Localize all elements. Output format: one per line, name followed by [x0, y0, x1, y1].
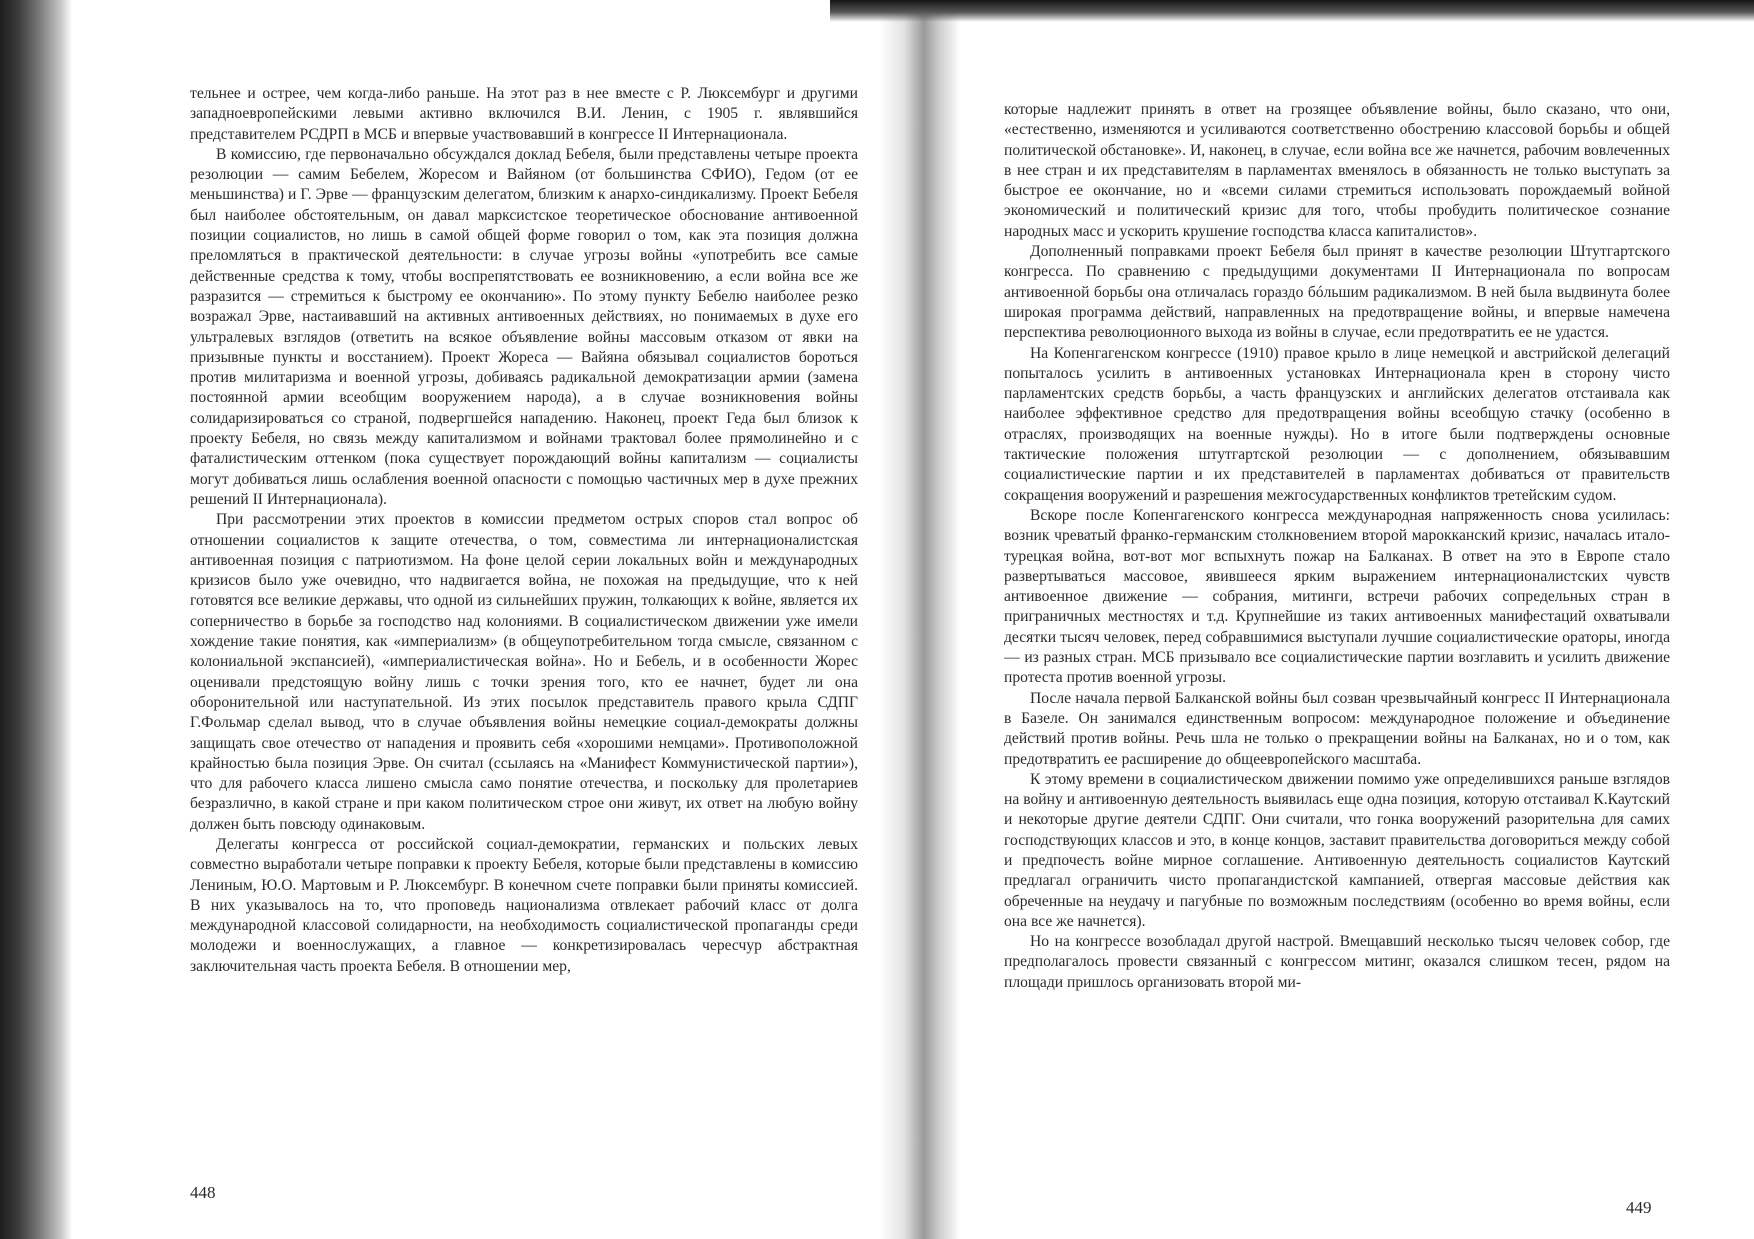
paragraph: тельнее и острее, чем когда-либо раньше. На этот раз в нее вместе с Р. Люксембург и другими западноевропейскими левыми активно включился В.И. Ленин, с 1905 г. являвшийся представителем РСДРП в МСБ и впервые участвовавший в конгрессе II Интернационала. — [190, 85, 858, 143]
paragraph: После начала первой Балканской войны был созван чрезвычайный конгресс II Интернационала в Базеле. Он занимался единственным вопросом: международное положение и объединение действий против войны. Речь шла не только о прекращении войны на Балканах, но и о том, как предотвратить ее расширение до общеевропейского масштаба. — [1004, 689, 1670, 768]
right-page-text — [1004, 100, 1670, 993]
paragraph: Делегаты конгресса от российской социал-демократии, германских и польских левых совместно выработали четыре поправки к проекту Бебеля, которые были представлены в комиссию Лениным, Ю.О. Мартовым и Р. Люксембург. В конечном счете поправки были приняты комиссией. В них указывалось на то, что проповедь национализма отвлекает рабочий класс от долга международной классовой солидарности, на необходимость социалистической пропаганды среди молодежи и военнослужащих, а главное — конкретизировалась чересчур абстрактная заключительная часть проекта Бебеля. В отношении мер, — [190, 835, 858, 975]
paragraph: В комиссию, где первоначально обсуждался доклад Бебеля, были представлены четыре проекта резолюции — самим Бебелем, Жоресом и Вайяном (от большинства СФИО), Гедом (от ее меньшинства) и Г. Эрве — французским делегатом, близким к анархо-синдикализму. Проект Бебеля был наиболее обстоятельным, он давал марксистское теоретическое обоснование антивоенной позиции социалистов, но лишь в самой общей форме говорил о том, как эта позиция должна преломляться в практической деятельности: в случае угрозы войны «употребить все самые действенные средства к тому, чтобы воспрепятствовать ее возникновению, а если война все же разразится — стремиться к быстрому ее окончанию». По этому пункту Бебелю наиболее резко возражал Эрве, настаивавший на активных антивоенных действиях, но понимаемых в духе его ультралевых взглядов (ответить на всякое объявление войны массовым отказом от явки на призывные пункты и восстанием). Проект Жореса — Вайяна обязывал социалистов бороться против милитаризма и военной угрозы, добиваясь радикальной демократизации армии (замена постоянной армии всеобщим вооружением народа), а в случае возникновения войны солидаризироваться со страной, подвергшейся нападению. Наконец, проект Геда был близок к проекту Бебеля, но связь между капитализмом и войнами трактовал более прямолинейно и с фаталистическим оттенком (пока существует порождающий войны капитализм — социалисты могут добиваться лишь ослабления военной опасности с помощью частичных мер в духе прежних решений II Интернационала). — [190, 145, 858, 508]
right-page-number: 449 — [1626, 1198, 1652, 1217]
paragraph: При рассмотрении этих проектов в комиссии предметом острых споров стал вопрос об отношении социалистов к защите отечества, о том, совместима ли интернационалистская антивоенная позиция с патриотизмом. На фоне целой серии локальных войн и международных кризисов было уже очевидно, что надвигается война, не похожая на предыдущие, что к ней готовятся все великие державы, что одной из сильнейших пружин, толкающих к войне, является их соперничество в борьбе за господство над колониями. В социалистическом движении уже имели хождение такие понятия, как «империализм» (в общеупотребительном тогда смысле, связанном с колониальной экспансией), «империалистическая война». Но и Бебель, и в особенности Жорес оценивали предстоящую войну лишь с точки зрения того, кто ее начнет, будет ли она оборонительной или наступательной. Из этих посылок представитель правого крыла СДПГ Г.Фольмар сделал вывод, что в случае объявления войны немецкие социал-демократы должны защищать свое отечество от нападения и проявить себя «хорошими немцами». Противоположной крайностью была позиция Эрве. Он считал (ссылаясь на «Манифест Коммунистической партии»), что для рабочего класса лишено смысла само понятие отечества, и поскольку для пролетариев безразлично, в какой стране и при каком политическом строе они живут, их ответ на любую войну должен быть повсюду одинаковым. — [190, 511, 858, 833]
paragraph: которые надлежит принять в ответ на грозящее объявление войны, было сказано, что они, «естественно, изменяются и усиливаются соответственно обострению классовой борьбы и общей политической обстановке». И, наконец, в случае, если война все же начнется, рабочим вовлеченных в нее стран и их представителям в парламентах вменялось в обязанность не только выступать за быстрое ее окончание, но и «всеми силами стремиться использовать порождаемый войной экономический и политический кризис для того, чтобы пробудить политическое сознание народных масс и ускорить крушение господства класса капиталистов». — [1004, 101, 1670, 240]
paragraph: Дополненный поправками проект Бебеля был принят в качестве резолюции Штутгартского конгресса. По сравнению с предыдущими документами II Интернационала по вопросам антивоенной борьбы она отличалась гораздо бóльшим радикализмом. В ней была выдвинута более широкая программа действий, направленных на предотвращение войны, и впервые намечена перспектива революционного выхода из войны в случае, если предотвратить ее не удастся. — [1004, 243, 1670, 342]
paragraph: Но на конгрессе возобладал другой настрой. Вмещавший несколько тысяч человек собор, где предполагалось провести связанный с конгрессом митинг, оказался слишком тесен, рядом на площади пришлось организовать второй ми- — [1004, 933, 1670, 991]
left-page-number: 448 — [190, 1183, 216, 1202]
page-top-shadow — [830, 0, 1754, 22]
paragraph: Вскоре после Копенгагенского конгресса международная напряженность снова усилилась: возник чреватый франко-германским столкновением второй марокканский кризис, началась итало-турецкая война, вот-вот мог вспыхнуть пожар на Балканах. В ответ на это в Европе стало развертываться массовое, явившееся ярким выражением интернационалистских чувств антивоенное движение — собрания, митинги, встречи рабочих сопредельных стран в приграничных местностях и т.д. Крупнейшие из таких антивоенных манифестаций охватывали десятки тысяч человек, перед собравшимися выступали лучшие социалистические ораторы, иногда — из разных стран. МСБ призывало все социалистические партии возглавить и усилить движение протеста против военной угрозы. — [1004, 506, 1670, 687]
book-edge-shadow — [0, 0, 72, 1239]
paragraph: На Копенгагенском конгрессе (1910) правое крыло в лице немецкой и австрийской делегаций попыталось усилить в антивоенных установках Интернационала крен в сторону чисто парламентских средств борьбы, а часть французских и английских делегатов отстаивала как наиболее эффективное средство для предотвращения войны всеобщую стачку (особенно в отраслях, производящих на военные нужды). Но в итоге были подтверждены основные тактические положения штутгартской резолюции — с дополнением, обязывавшим социалистические партии и их представителей в парламентах добиваться от правительств сокращения вооружений и разрешения межгосударственных конфликтов третейским судом. — [1004, 344, 1670, 504]
left-page-text — [190, 84, 858, 977]
book-spine-shadow — [880, 0, 960, 1239]
paragraph: К этому времени в социалистическом движении помимо уже определившихся раньше взглядов на войну и антивоенную деятельность выявилась еще одна позиция, которую отстаивал К.Каутский и некоторые другие деятели СДПГ. Они считали, что гонка вооружений разорительна для самих господствующих классов и это, в конце концов, заставит правительства договориться между собой и предпочесть войне мирное соглашение. Антивоенную деятельность социалистов Каутский предлагал ограничить чисто пропагандистской кампанией, отвергая массовые действия как обреченные на неудачу и пагубные по возможным последствиям (особенно во время войны, если она все же начнется). — [1004, 770, 1670, 930]
